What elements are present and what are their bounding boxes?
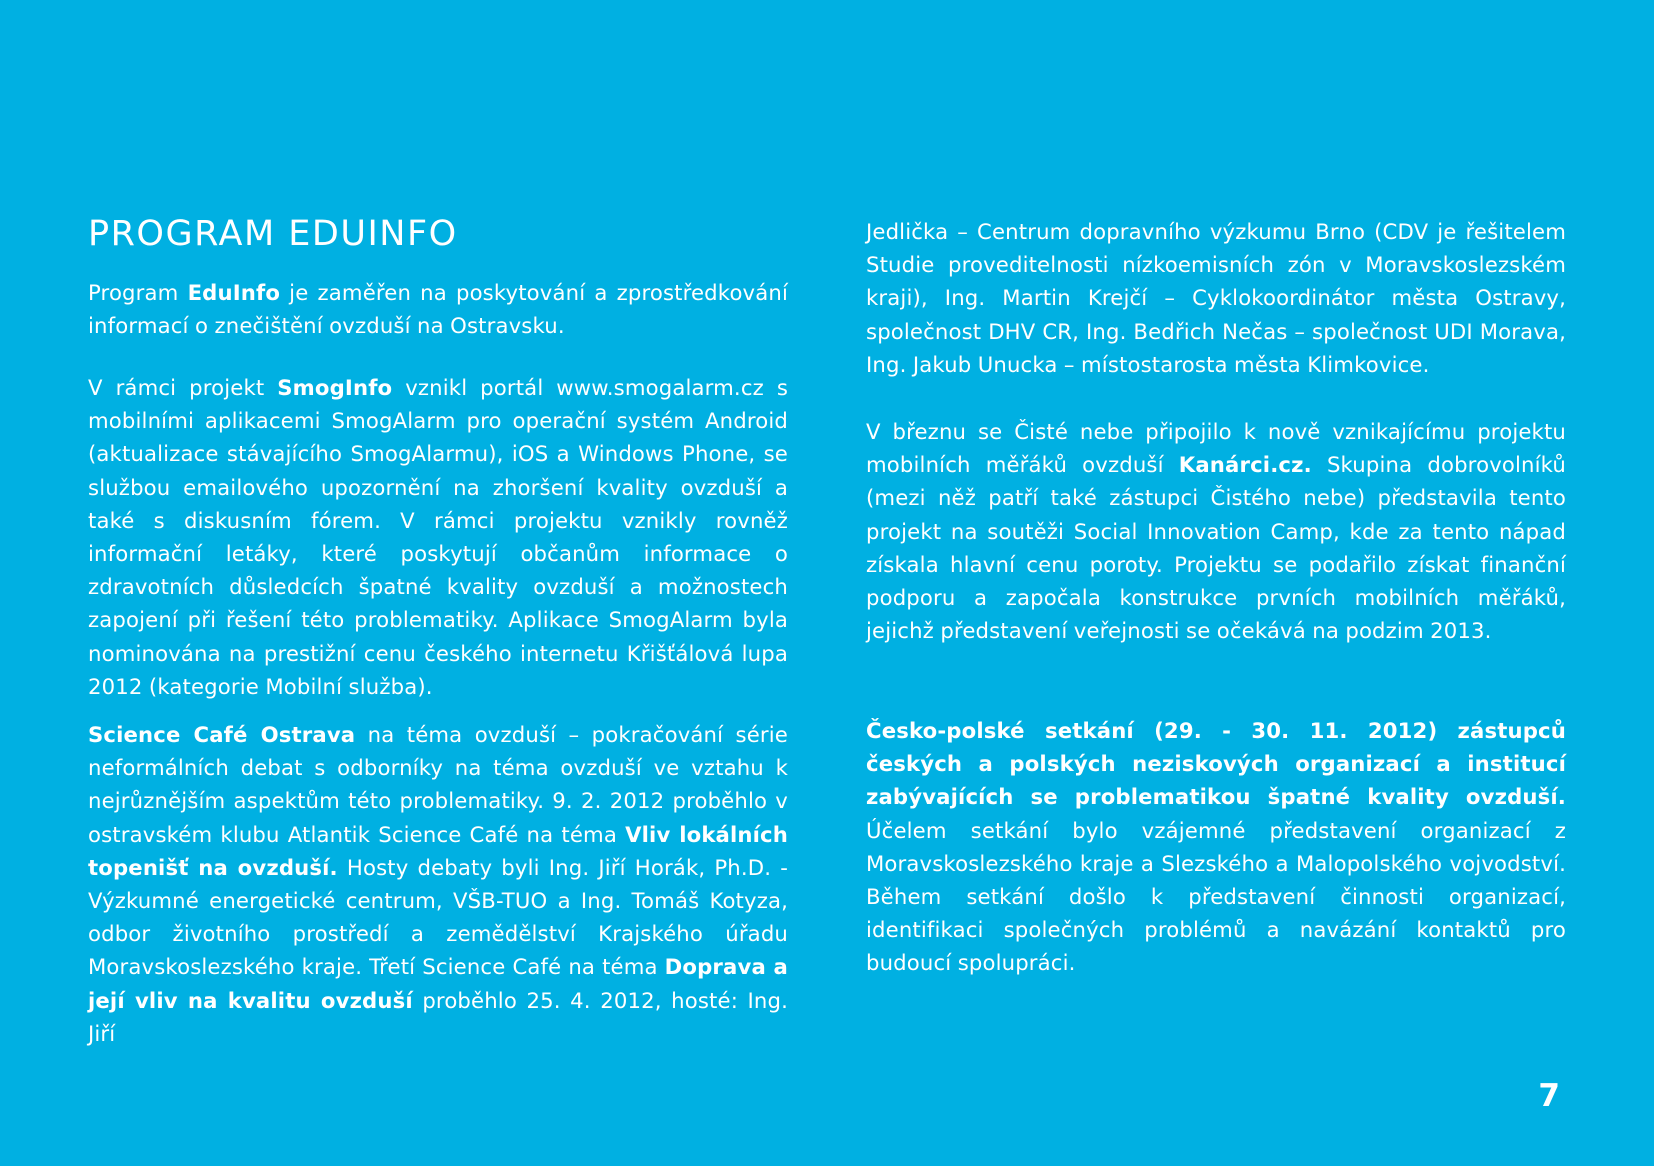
- paragraph-text: V březnu se Čisté nebe připojilo k nově vznikajícímu projektu mobilních měřáků ovzduší: [866, 419, 1566, 478]
- paragraph-science-cafe: [88, 718, 788, 1050]
- bold-text: SmogInfo: [277, 375, 393, 400]
- bold-text: Česko-polské setkání (29. - 30. 11. 2012) zástupců českých a polských neziskových organizací a institucí zabývajících se problematikou špatné kvality ovzduší.: [866, 718, 1566, 810]
- paragraph-text: proběhlo 25. 4. 2012, hosté: Ing. Jiří: [88, 987, 788, 1046]
- paragraph-text: Skupina dobrovolníků (mezi něž patří také zástupci Čistého nebe) představila tento projekt na soutěži Social Innovation Camp, kde za tento nápad získala hlavní cenu poroty. Projektu se podařilo získat finanční podporu a započala konstrukce prvních mobilních měřáků, jejichž představení veřejnosti se očekává na podzim 2013.: [866, 452, 1566, 644]
- bold-text: Science Café Ostrava: [88, 722, 356, 747]
- paragraph-text: Hosty debaty byli Ing. Jiří Horák, Ph.D. - Výzkumné energetické centrum, VŠB-TUO a Ing. Tomáš Kotyza, odbor životního prostředí a zemědělství Krajského úřadu Moravskoslezského kraje. Třetí Science Café na téma: [88, 854, 788, 980]
- bold-text: Vliv lokálních topenišť na ovzduší.: [88, 821, 789, 880]
- paragraph-guests: [866, 215, 1566, 381]
- paragraph-text: na téma ovzduší – pokračování série neformálních debat s odborníky na téma ovzduší ve vztahu k nejrůznějším aspektům této problematiky. 9. 2. 2012 proběhlo v ostravském klubu Atlantik Science Café na téma: [88, 722, 788, 847]
- page-number: 7: [1538, 1078, 1560, 1114]
- paragraph-text: je zaměřen na poskytování a zprostředkování informací o znečištění ovzduší na Ostravsku.: [88, 280, 788, 339]
- bold-text: EduInfo: [187, 280, 281, 305]
- paragraph-kanarci: [866, 415, 1566, 647]
- paragraph-text: Jedlička – Centrum dopravního výzkumu Brno (CDV je řešitelem Studie proveditelnosti nízkoemisních zón v Moravskoslezském kraji), Ing. Martin Krejčí – Cyklokoordinátor města Ostravy, společnost DHV CR, Ing. Bedřich Nečas – společnost UDI Morava, Ing. Jakub Unucka – místostarosta města Klimkovice.: [866, 219, 1566, 377]
- paragraph-smoginfo: [88, 371, 788, 703]
- paragraph-czech-polish-meeting: [866, 714, 1566, 980]
- paragraph-text: Program: [88, 280, 188, 305]
- paragraph-eduinfo: [88, 276, 788, 342]
- paragraph-text: V rámci projekt: [88, 375, 278, 400]
- paragraph-text: vznikl portál www.smogalarm.cz s mobilními aplikacemi SmogAlarm pro operační systém Android (aktualizace stávajícího SmogAlarmu), iOS a Windows Phone, se službou emailového upozornění na zhoršení kvality ovzduší a také s diskusním fórem. V rámci projektu vznikly rovněž informační letáky, které poskytují občanům informace o zdravotních důsledcích špatné kvality ovzduší a možnostech zapojení při řešení této problematiky. Aplikace SmogAlarm byla nominována na prestižní cenu českého internetu Křišťálová lupa 2012 (kategorie Mobilní služba).: [88, 375, 789, 699]
- paragraph-text: Účelem setkání bylo vzájemné představení organizací z Moravskoslezského kraje a Slezského a Malopolského vojvodství. Během setkání došlo k představení činnosti organizací, identifikaci společných problémů a navázání kontaktů pro budoucí spolupráci.: [866, 817, 1566, 976]
- bold-text: Doprava a její vliv na kvalitu ovzduší: [88, 954, 788, 1013]
- page-title: PROGRAM EDUINFO: [88, 214, 458, 254]
- bold-text: Kanárci.cz.: [1178, 452, 1312, 478]
